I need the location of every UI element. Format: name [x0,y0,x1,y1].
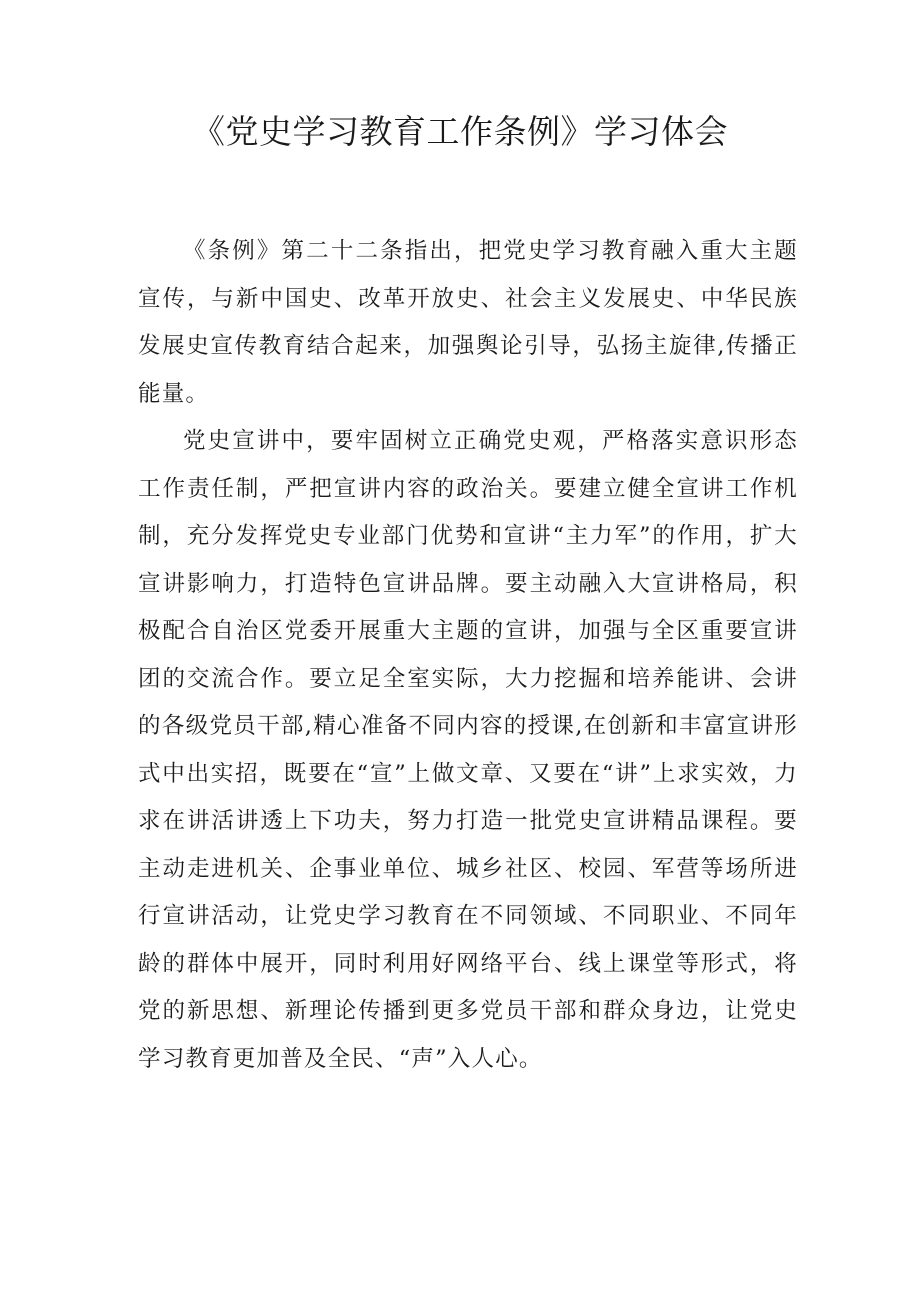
document-title: 《党史学习教育工作条例》学习体会 [192,112,728,151]
paragraph: 《条例》第二十二条指出，把党史学习教育融入重大主题宣传，与新中国史、改革开放史、社会主义发展史、中华民族发展史宣传教育结合起来，加强舆论引导，弘扬主旋律,传播正能量。 [138,238,798,407]
paragraph: 党史宣讲中，要牢固树立正确党史观，严格落实意识形态工作责任制，严把宣讲内容的政治关。要建立健全宣讲工作机制，充分发挥党史专业部门优势和宣讲“主力军”的作用，扩大宣讲影响力，打造特色宣讲品牌。要主动融入大宣讲格局，积极配合自治区党委开展重大主题的宣讲，加强与全区重要宣讲团的交流合作。要立足全室实际，大力挖掘和培养能讲、会讲的各级党员干部,精心准备不同内容的授课,在创新和丰富宣讲形式中出实招，既要在“宣”上做文章、又要在“讲”上求实效，力求在讲活讲透上下功夫，努力打造一批党史宣讲精品课程。要主动走进机关、企事业单位、城乡社区、校园、军营等场所进行宣讲活动，让党史学习教育在不同领域、不同职业、不同年龄的群体中展开，同时利用好网络平台、线上课堂等形式，将党的新思想、新理论传播到更多党员干部和群众身边，让党史学习教育更加普及全民、“声”入人心。 [138,428,798,1072]
document-body [138,228,798,1083]
